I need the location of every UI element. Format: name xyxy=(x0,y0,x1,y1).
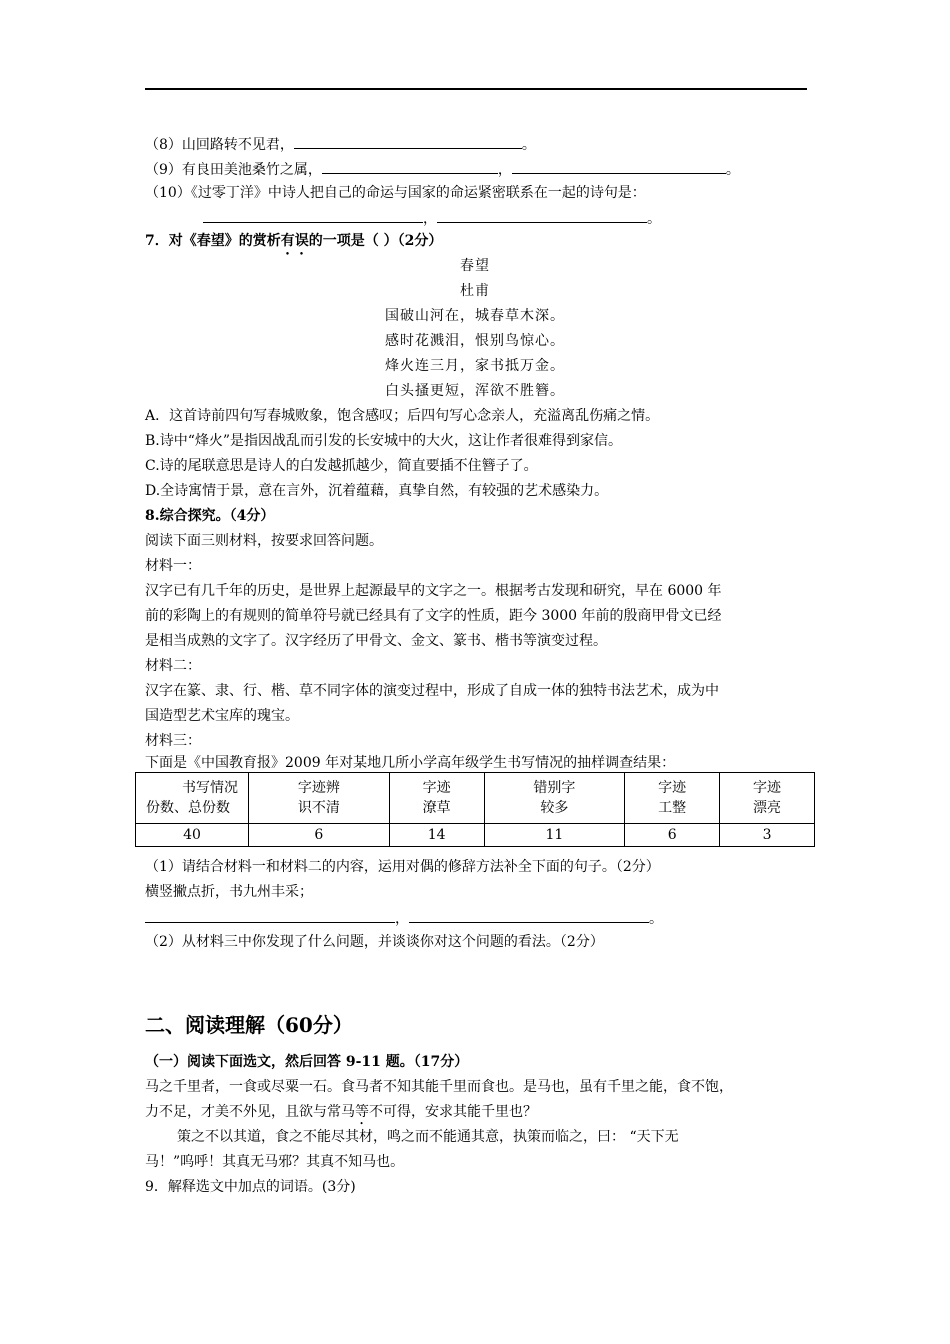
poem-author: 杜甫 xyxy=(460,283,490,299)
sub-question-1: （1）请结合材料一和材料二的内容，运用对偶的修辞方法补全下面的句子。（2分） xyxy=(145,859,660,875)
answer-blank[interactable] xyxy=(409,907,649,923)
option-a[interactable]: A．这首诗前四句写春城败象，饱含感叹；后四句写心念亲人，充溢离乱伤痛之情。 xyxy=(145,408,660,424)
poem-line: 国破山河在，城春草木深。 xyxy=(385,308,565,324)
answer-blank[interactable] xyxy=(512,158,726,174)
material-1-line: 是相当成熟的文字了。汉字经历了甲骨文、金文、篆书、楷书等演变过程。 xyxy=(145,633,607,649)
material-3-label: 材料三： xyxy=(145,733,201,749)
poem-line: 白头搔更短，浑欲不胜簪。 xyxy=(385,383,565,399)
poem-line: 烽火连三月，家书抵万金。 xyxy=(385,358,565,374)
table-header-cell: 字迹辨 识不清 xyxy=(249,773,390,824)
option-b[interactable]: B.诗中“烽火”是指因战乱而引发的长安城中的大火，这让作者很难得到家信。 xyxy=(145,433,623,449)
answer-blank[interactable] xyxy=(203,207,423,223)
question-8-title: 8.综合探究。（4分） xyxy=(145,508,275,524)
fill-item-text: （10）《过零丁洋》中诗人把自己的命运与国家的命运紧密联系在一起的诗句是： xyxy=(145,185,646,201)
table-header-cell: 字迹 漂亮 xyxy=(720,773,815,824)
question-8-intro: 阅读下面三则材料，按要求回答问题。 xyxy=(145,533,383,549)
section-heading: 二、阅读理解（60分） xyxy=(145,1013,353,1037)
table-header-cell: 错别字 较多 xyxy=(484,773,625,824)
fill-item-9: （9）有良田美池桑竹之属， ， 。 xyxy=(145,158,740,180)
answer-blank[interactable] xyxy=(145,907,395,923)
sub-question-2: （2）从材料三中你发现了什么问题，并谈谈你对这个问题的看法。（2分） xyxy=(145,934,604,950)
material-3-intro: 下面是《中国教育报》2009 年对某地几所小学高年级学生书写情况的抽样调查结果： xyxy=(145,755,676,771)
table-cell: 6 xyxy=(625,824,720,847)
dotted-word: 等 xyxy=(355,1104,369,1120)
material-1-line: 汉字已有几千年的历史，是世界上起源最早的文字之一。根据考古发现和研究，早在 6000 年 xyxy=(145,583,722,599)
answer-blank[interactable] xyxy=(437,207,647,223)
answer-blank[interactable] xyxy=(294,133,522,149)
material-2-label: 材料二： xyxy=(145,658,201,674)
passage-line: 马！”呜呼！其真无马邪？其真不知马也。 xyxy=(145,1154,405,1170)
material-1-label: 材料一： xyxy=(145,558,201,574)
material-1-line: 前的彩陶上的有规则的简单符号就已经具有了文字的性质，距今 3000 年前的殷商甲骨文已经 xyxy=(145,608,722,624)
table-header-cell: 字迹 潦草 xyxy=(389,773,484,824)
table-cell: 11 xyxy=(484,824,625,847)
passage-line: 力不足，才美不外见，且欲与常马等不可得，安求其能千里也？ xyxy=(145,1104,537,1120)
table-header-cell: 字迹 工整 xyxy=(625,773,720,824)
option-c[interactable]: C.诗的尾联意思是诗人的白发越抓越少，简直要插不住簪子了。 xyxy=(145,458,538,474)
header-rule xyxy=(145,88,807,90)
material-2-line: 国造型艺术宝库的瑰宝。 xyxy=(145,708,299,724)
survey-table xyxy=(135,772,815,847)
fill-item-10-answer: ， 。 xyxy=(203,207,661,229)
fill-item-text: （8）山回路转不见君， xyxy=(145,137,294,153)
table-cell: 6 xyxy=(249,824,390,847)
table-cell: 14 xyxy=(389,824,484,847)
question-9: 9．解释选文中加点的词语。(3分) xyxy=(145,1179,356,1195)
table-cell: 3 xyxy=(720,824,815,847)
sub-question-1-prompt: 横竖撇点折，书九州丰采； xyxy=(145,884,313,900)
option-d[interactable]: D.全诗寓情于景，意在言外，沉着蕴藉，真挚自然，有较强的艺术感染力。 xyxy=(145,483,609,499)
answer-blank[interactable] xyxy=(322,158,498,174)
table-row xyxy=(136,773,815,824)
fill-item-10 xyxy=(145,183,646,205)
part-1-title: （一）阅读下面选文，然后回答 9-11 题。（17分） xyxy=(145,1054,469,1070)
fill-item-text: （9）有良田美池桑竹之属， xyxy=(145,162,322,178)
poem-line: 感时花溅泪，恨别鸟惊心。 xyxy=(385,333,565,349)
question-7-stem: 7．对《春望》的赏析有误的一项是（ ）（2分） xyxy=(145,233,443,249)
table-cell: 40 xyxy=(136,824,249,847)
sub-question-1-answer: ， 。 xyxy=(145,907,663,929)
passage-line: 马之千里者，一食或尽粟一石。食马者不知其能千里而食也。是马也，虽有千里之能，食不饱， xyxy=(145,1079,733,1095)
fill-item-8: （8）山回路转不见君， 。 xyxy=(145,133,536,155)
passage-line: 策之不以其道，食之不能尽其材，鸣之而不能通其意，执策而临之，曰： “天下无 xyxy=(177,1129,679,1145)
table-corner-cell: 书写情况 份数、总份数 xyxy=(136,773,249,824)
table-row xyxy=(136,824,815,847)
material-2-line: 汉字在篆、隶、行、楷、草不同字体的演变过程中，形成了自成一体的独特书法艺术，成为中 xyxy=(145,683,719,699)
poem-title: 春望 xyxy=(460,258,490,274)
